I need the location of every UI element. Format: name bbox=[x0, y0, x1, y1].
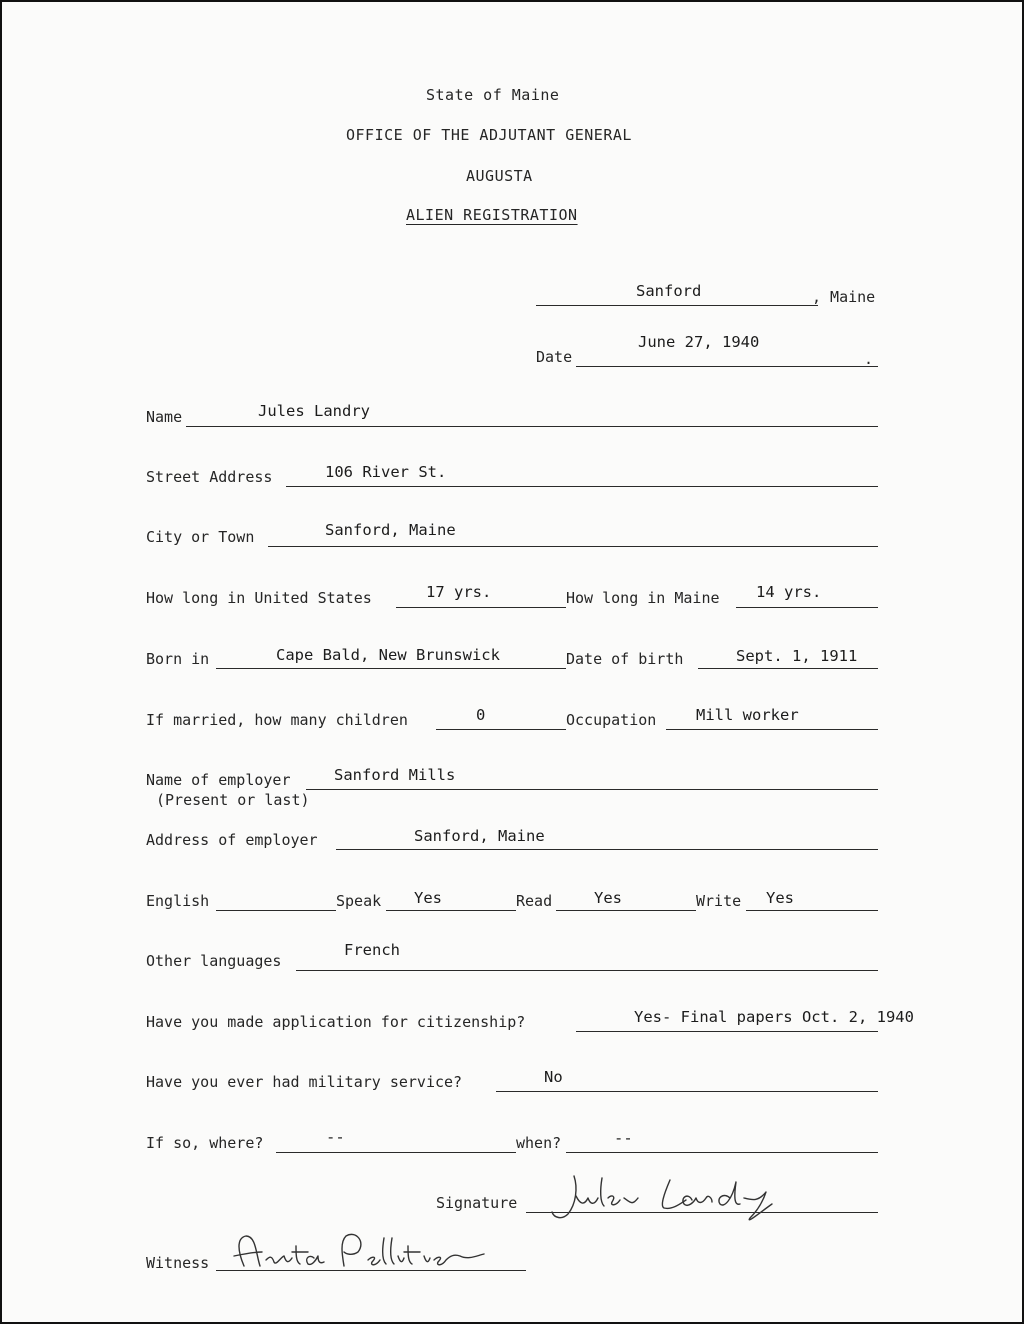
where-label: If so, where? bbox=[146, 1134, 264, 1152]
citizenship-value: Yes- Final papers Oct. 2, 1940 bbox=[634, 1008, 914, 1026]
employer-address-label: Address of employer bbox=[146, 831, 318, 849]
maine-years-line bbox=[736, 607, 878, 608]
write-label: Write bbox=[696, 892, 742, 910]
dob-value: Sept. 1, 1911 bbox=[736, 647, 858, 665]
children-label: If married, how many children bbox=[146, 711, 408, 729]
citizenship-label: Have you made application for citizenship? bbox=[146, 1013, 526, 1031]
us-years-line bbox=[396, 607, 566, 608]
employer-address-line bbox=[336, 849, 878, 850]
date-period: . bbox=[864, 350, 874, 368]
city-line bbox=[268, 546, 878, 547]
citizenship-line bbox=[576, 1031, 878, 1032]
city-heading: AUGUSTA bbox=[466, 167, 533, 185]
place-line bbox=[536, 305, 818, 306]
military-line bbox=[496, 1091, 878, 1092]
city-label: City or Town bbox=[146, 528, 255, 546]
form-title: ALIEN REGISTRATION bbox=[406, 206, 578, 224]
children-line bbox=[436, 729, 566, 730]
dob-line bbox=[698, 668, 878, 669]
handwritten-witness-signature bbox=[220, 1226, 500, 1280]
speak-line bbox=[386, 910, 516, 911]
english-label: English bbox=[146, 892, 210, 910]
city-value: Sanford, Maine bbox=[325, 521, 456, 539]
employer-label: Name of employer bbox=[146, 771, 291, 789]
children-value: 0 bbox=[476, 706, 486, 724]
read-label: Read bbox=[516, 892, 553, 910]
state-heading: State of Maine bbox=[426, 86, 560, 104]
date-line bbox=[576, 366, 878, 367]
speak-label: Speak bbox=[336, 892, 382, 910]
employer-address-value: Sanford, Maine bbox=[414, 827, 545, 845]
name-label: Name bbox=[146, 408, 183, 426]
maine-years-value: 14 yrs. bbox=[756, 583, 822, 601]
employer-sublabel: (Present or last) bbox=[156, 791, 310, 809]
where-value: -- bbox=[326, 1128, 345, 1146]
military-label: Have you ever had military service? bbox=[146, 1073, 463, 1091]
english-line bbox=[216, 910, 336, 911]
date-value: June 27, 1940 bbox=[638, 333, 760, 351]
born-line bbox=[216, 668, 566, 669]
occupation-line bbox=[666, 729, 878, 730]
place-value: Sanford bbox=[636, 282, 702, 300]
when-label: when? bbox=[516, 1134, 562, 1152]
read-value: Yes bbox=[594, 889, 622, 907]
office-heading: OFFICE OF THE ADJUTANT GENERAL bbox=[346, 126, 632, 144]
date-label: Date bbox=[536, 348, 573, 366]
us-years-value: 17 yrs. bbox=[426, 583, 492, 601]
employer-value: Sanford Mills bbox=[334, 766, 456, 784]
name-value: Jules Landry bbox=[258, 402, 370, 420]
read-line bbox=[556, 910, 696, 911]
street-line bbox=[286, 486, 878, 487]
write-line bbox=[746, 910, 878, 911]
name-line bbox=[186, 426, 878, 427]
us-years-label: How long in United States bbox=[146, 589, 372, 607]
when-value: -- bbox=[614, 1129, 633, 1147]
occupation-value: Mill worker bbox=[696, 706, 799, 724]
military-value: No bbox=[544, 1068, 563, 1086]
witness-label: Witness bbox=[146, 1254, 210, 1272]
when-line bbox=[566, 1152, 878, 1153]
street-value: 106 River St. bbox=[325, 463, 447, 481]
street-label: Street Address bbox=[146, 468, 273, 486]
other-languages-label: Other languages bbox=[146, 952, 282, 970]
speak-value: Yes bbox=[414, 889, 442, 907]
occupation-label: Occupation bbox=[566, 711, 657, 729]
born-value: Cape Bald, New Brunswick bbox=[276, 646, 500, 664]
place-suffix: , Maine bbox=[812, 288, 876, 306]
write-value: Yes bbox=[766, 889, 794, 907]
other-languages-value: French bbox=[344, 941, 400, 959]
signature-label: Signature bbox=[436, 1194, 518, 1212]
where-line bbox=[276, 1152, 516, 1153]
dob-label: Date of birth bbox=[566, 650, 684, 668]
employer-line bbox=[306, 789, 878, 790]
other-languages-line bbox=[296, 970, 878, 971]
born-label: Born in bbox=[146, 650, 210, 668]
handwritten-signature bbox=[546, 1168, 806, 1228]
maine-years-label: How long in Maine bbox=[566, 589, 720, 607]
